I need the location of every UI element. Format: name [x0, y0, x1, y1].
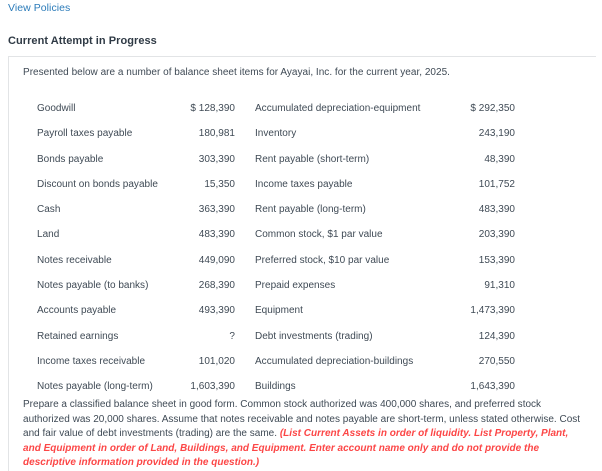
item-label: Bonds payable	[37, 153, 104, 165]
item-value: 493,390	[198, 305, 235, 317]
item-value: 483,390	[198, 229, 235, 241]
item-value: 303,390	[198, 153, 235, 165]
item-label: Rent payable (long-term)	[255, 204, 366, 216]
instructions-plain-text: Prepare a classified balance sheet in good form. Common stock authorized was 400,000 shares, and preferred stock authorized was 20,000 shares. Assume that notes receivable and notes payable are short-term, unless stated otherwise. Cost and fair value of debt investments (trading) are the same.	[23, 399, 581, 440]
item-label: Debt investments (trading)	[255, 330, 373, 342]
item-label: Notes payable (to banks)	[37, 280, 149, 292]
item-label: Notes payable (long-term)	[37, 381, 153, 393]
item-label: Accumulated depreciation-buildings	[255, 355, 414, 367]
attempt-status-heading: Current Attempt in Progress	[8, 35, 157, 47]
item-value: 15,350	[204, 178, 235, 190]
item-value: 101,020	[198, 355, 235, 367]
item-label: Land	[37, 229, 60, 241]
item-value: 1,473,390	[470, 305, 515, 317]
item-label: Common stock, $1 par value	[255, 229, 383, 241]
item-label: Preferred stock, $10 par value	[255, 254, 390, 266]
item-value: 268,390	[198, 280, 235, 292]
item-label: Income taxes receivable	[37, 355, 146, 367]
item-label: Notes receivable	[37, 254, 112, 266]
item-label: Cash	[37, 204, 61, 216]
item-label: Goodwill	[37, 103, 76, 114]
item-value: $ 128,390	[190, 103, 235, 114]
item-label: Income taxes payable	[255, 178, 353, 190]
item-label: Accounts payable	[37, 305, 117, 317]
item-value: 153,390	[478, 254, 515, 266]
item-value: 48,390	[484, 153, 515, 165]
item-value: 270,550	[478, 355, 515, 367]
item-value: 91,310	[484, 280, 515, 292]
item-label: Equipment	[255, 305, 303, 317]
question-intro-text: Presented below are a number of balance sheet items for Ayayai, Inc. for the current year, 2025.	[23, 67, 450, 78]
item-value: 1,603,390	[190, 381, 235, 393]
item-value: 243,190	[478, 128, 515, 140]
item-label: Prepaid expenses	[255, 280, 336, 292]
item-value: 363,390	[198, 204, 235, 216]
balance-sheet-items-grid	[37, 86, 596, 400]
item-value: 1,643,390	[470, 381, 515, 393]
item-value: 483,390	[478, 204, 515, 216]
item-value: 124,390	[478, 330, 515, 342]
item-label: Retained earnings	[37, 330, 119, 342]
item-label: Inventory	[255, 128, 297, 140]
item-label: Buildings	[255, 381, 296, 393]
item-label: Rent payable (short-term)	[255, 153, 370, 165]
view-policies-link[interactable]: View Policies	[8, 2, 71, 14]
item-label: Discount on bonds payable	[37, 178, 158, 190]
question-panel	[8, 56, 596, 400]
item-value: 180,981	[198, 128, 235, 140]
instructions-block	[8, 398, 596, 471]
item-value: $ 292,350	[470, 103, 515, 114]
item-label: Accumulated depreciation-equipment	[255, 103, 421, 114]
instructions-text	[9, 398, 596, 471]
item-label: Payroll taxes payable	[37, 128, 133, 140]
item-value: 203,390	[478, 229, 515, 241]
item-value: ?	[229, 330, 235, 342]
instructions-emphasis-text: (List Current Assets in order of liquidity. List Property, Plant, and Equipment in order of Land, Buildings, and Equipment. Enter account name only and do not provide the descriptive information provided in the question.)	[23, 428, 569, 469]
item-value: 449,090	[198, 254, 235, 266]
item-value: 101,752	[478, 178, 515, 190]
